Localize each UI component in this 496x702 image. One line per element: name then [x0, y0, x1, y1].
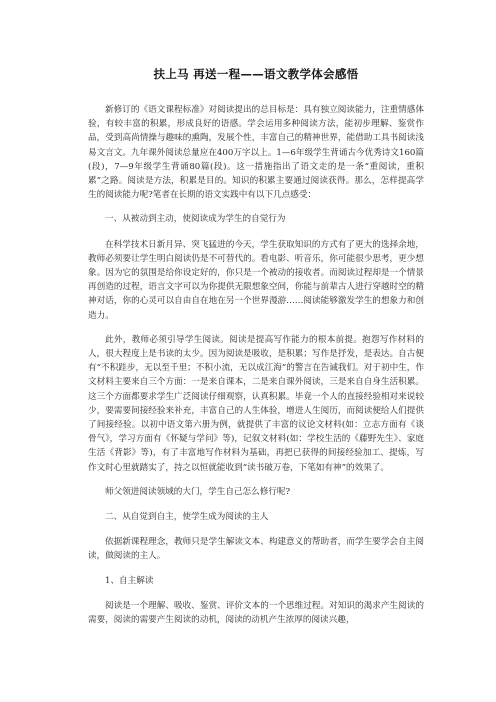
body-paragraph: 此外，教师必须引导学生阅读。阅读是提高写作能力的根本前提。抱怨写作材料的人，很大程度上是书读的太少。因为阅读是吸收，是积累；写作是抒发，是表达。自古便有“不积跬步，无以至千里；不积小流，无以成江海”的警言在告诫我们。对于初中生，作文材料主要来自三个方面：一是来自课本，二是来自课外阅读，三是来自自身生活积累。这三个方面都要求学生广泛阅读仔细观察，认真积累。毕竟一个人的直接经验相对来说较少，要需要间接经验来补充，丰富自己的人生体验，增进人生阅历，而阅读便给人们提供了间接经验。以初中语文第六册为例，就提供了丰富的议论文材料(如：立志方面有《谈骨气》，学习方面有《怀疑与学问》等)，记叙文材料(如：学校生活的《藤野先生》、家庭生活《背影》等)，有了丰富地写作材料为基础，再把已获得的间接经验加工、提炼，写作文时心里就踏实了，持之以恒就能收到“读书破万卷，下笔如有神”的效果了。: [88, 334, 424, 473]
body-paragraph: 在科学技术日新月异、突飞猛进的今天，学生获取知识的方式有了更大的选择余地，教师必须要让学生明白阅读仍是不可替代的。看电影、听音乐，你可能很少思考，更少想象。因为它的氛围是给你设定好的，你只是一个被动的接收者。而阅读过程却是一个情景再创造的过程，语言文字可以为你提供无限想象空间，你能与前辈古人进行穿越时空的精神对话，你的心灵可以自由自在地在另一个世界漫游……阅读能够激发学生的想象力和创造力。: [88, 239, 424, 321]
body-paragraph: 依据新课程理念，教师只是学生解读文本、构建意义的帮助者，而学生要学会自主阅读，做阅读的主人。: [88, 537, 424, 562]
transition-line: 师父领进阅读领域的大门，学生自己怎么修行呢?: [105, 486, 291, 497]
section-heading-1: 一、从被动到主动，使阅读成为学生的自觉行为: [105, 214, 286, 225]
body-paragraph: 阅读是一个理解、吸收、鉴赏、评价文本的一个思维过程。对知识的渴求产生阅读的需要，阅读的需要产生阅读的动机，阅读的动机产生浓厚的阅读兴趣，: [88, 600, 424, 626]
intro-paragraph: 新修订的《语文课程标准》对阅读提出的总目标是：具有独立阅读能力，注重情感体验，有较丰富的积累，形成良好的语感。学会运用多种阅读方法，能初步理解、鉴赏作品，受到高尚情操与趣味的熏陶，发展个性，丰富自己的精神世界，能借助工具书阅读浅易文言文。九年课外阅读总量应在400万字以上。1—6年级学生背诵古今优秀诗文160篇(段)，7—9年级学生背诵80篇(段)。这一措施指出了语文走的是一条“重阅读，重积累”之路。阅读是方法，积累是目的。知识的积累主要通过阅读获得。那么，怎样提高学生的阅读能力呢?笔者在长期的语文实践中有以下几点感受：: [88, 105, 424, 201]
section-heading-2: 二、从自觉到自主，使学生成为阅读的主人: [105, 512, 269, 523]
document-title: 扶上马 再送一程——语文教学体会感悟: [153, 67, 359, 81]
subsection-heading-1: 1、自主解读: [105, 575, 154, 586]
